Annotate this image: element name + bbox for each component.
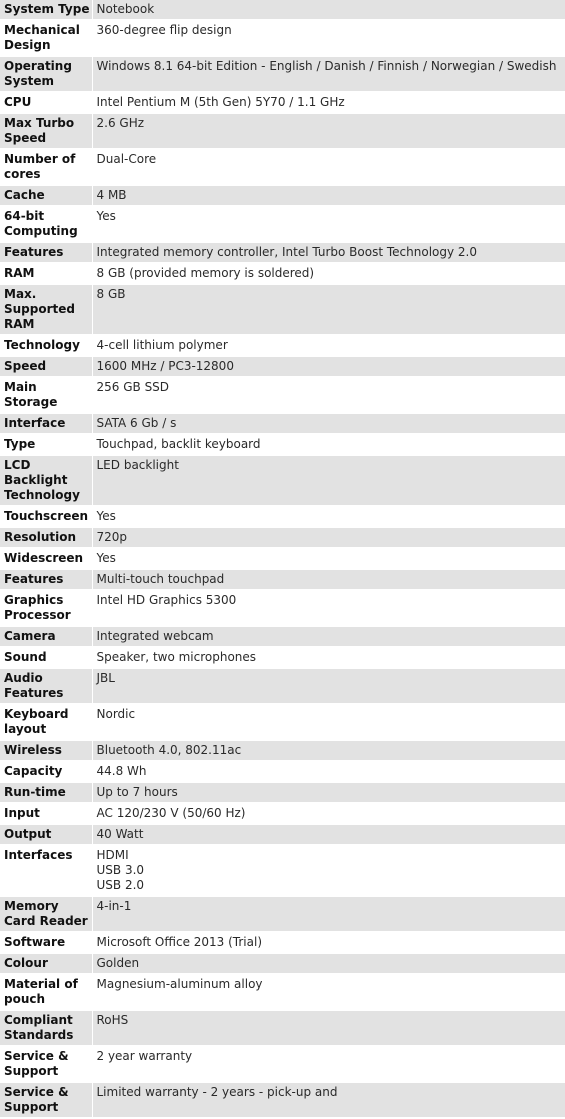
spec-value: Yes: [92, 506, 565, 527]
spec-value: 2 year warranty: [92, 1046, 565, 1082]
spec-label: System Type: [0, 0, 92, 20]
spec-row: [0, 113, 565, 149]
spec-value: Multi-touch touchpad: [92, 569, 565, 590]
spec-row: [0, 356, 565, 377]
spec-value: Touchpad, backlit keyboard: [92, 434, 565, 455]
spec-label: 64-bit Computing: [0, 206, 92, 242]
spec-label: Number of cores: [0, 149, 92, 185]
spec-label: Graphics Processor: [0, 590, 92, 626]
spec-row: [0, 1010, 565, 1046]
spec-label: Type: [0, 434, 92, 455]
spec-row: [0, 149, 565, 185]
spec-value: JBL: [92, 668, 565, 704]
spec-value: AC 120/230 V (50/60 Hz): [92, 803, 565, 824]
spec-row: [0, 242, 565, 263]
spec-row: [0, 434, 565, 455]
spec-label: Sound: [0, 647, 92, 668]
spec-row: [0, 782, 565, 803]
spec-value: HDMI USB 3.0 USB 2.0: [92, 845, 565, 896]
spec-label: Output: [0, 824, 92, 845]
spec-label: Operating System: [0, 56, 92, 92]
spec-value: 8 GB: [92, 284, 565, 335]
spec-value: Microsoft Office 2013 (Trial): [92, 932, 565, 953]
spec-row: [0, 92, 565, 113]
spec-label: Material of pouch: [0, 974, 92, 1010]
spec-value: 256 GB SSD: [92, 377, 565, 413]
spec-row: [0, 1082, 565, 1118]
spec-row: [0, 932, 565, 953]
spec-row: [0, 704, 565, 740]
spec-row: [0, 185, 565, 206]
spec-label: CPU: [0, 92, 92, 113]
spec-label: Memory Card Reader: [0, 896, 92, 932]
spec-value: LED backlight: [92, 455, 565, 506]
spec-row: [0, 506, 565, 527]
spec-value: 40 Watt: [92, 824, 565, 845]
spec-value: Integrated memory controller, Intel Turbo Boost Technology 2.0: [92, 242, 565, 263]
spec-label: Input: [0, 803, 92, 824]
spec-label: Features: [0, 569, 92, 590]
spec-value: Integrated webcam: [92, 626, 565, 647]
spec-label: Service & Support: [0, 1046, 92, 1082]
spec-row: [0, 896, 565, 932]
spec-row: [0, 740, 565, 761]
spec-row: [0, 953, 565, 974]
spec-label: Features: [0, 242, 92, 263]
spec-value: Dual-Core: [92, 149, 565, 185]
spec-label: RAM: [0, 263, 92, 284]
spec-value: 2.6 GHz: [92, 113, 565, 149]
spec-row: [0, 761, 565, 782]
spec-label: Resolution: [0, 527, 92, 548]
spec-row: [0, 377, 565, 413]
spec-label: Software: [0, 932, 92, 953]
spec-label: LCD Backlight Technology: [0, 455, 92, 506]
spec-label: Widescreen: [0, 548, 92, 569]
spec-value: Nordic: [92, 704, 565, 740]
spec-value: 4 MB: [92, 185, 565, 206]
spec-label: Service & Support: [0, 1082, 92, 1118]
spec-row: [0, 284, 565, 335]
spec-value: Magnesium-aluminum alloy: [92, 974, 565, 1010]
spec-label: Speed: [0, 356, 92, 377]
spec-label: Capacity: [0, 761, 92, 782]
spec-value: Limited warranty - 2 years - pick-up and: [92, 1082, 565, 1118]
spec-row: [0, 668, 565, 704]
spec-value: RoHS: [92, 1010, 565, 1046]
spec-row: [0, 0, 565, 20]
spec-row: [0, 335, 565, 356]
spec-value: 1600 MHz / PC3-12800: [92, 356, 565, 377]
spec-label: Colour: [0, 953, 92, 974]
spec-label: Technology: [0, 335, 92, 356]
spec-value: Yes: [92, 548, 565, 569]
spec-value: 4-cell lithium polymer: [92, 335, 565, 356]
spec-row: [0, 413, 565, 434]
spec-value: 44.8 Wh: [92, 761, 565, 782]
spec-value: 8 GB (provided memory is soldered): [92, 263, 565, 284]
spec-row: [0, 626, 565, 647]
spec-label: Touchscreen: [0, 506, 92, 527]
spec-row: [0, 974, 565, 1010]
spec-value: Bluetooth 4.0, 802.11ac: [92, 740, 565, 761]
spec-value: 720p: [92, 527, 565, 548]
spec-value: 360-degree flip design: [92, 20, 565, 56]
spec-label: Compliant Standards: [0, 1010, 92, 1046]
spec-label: Max. Supported RAM: [0, 284, 92, 335]
spec-row: [0, 647, 565, 668]
spec-row: [0, 590, 565, 626]
spec-label: Cache: [0, 185, 92, 206]
spec-label: Wireless: [0, 740, 92, 761]
spec-row: [0, 455, 565, 506]
spec-row: [0, 20, 565, 56]
spec-row: [0, 548, 565, 569]
spec-row: [0, 1046, 565, 1082]
spec-label: Keyboard layout: [0, 704, 92, 740]
spec-value: Yes: [92, 206, 565, 242]
spec-row: [0, 56, 565, 92]
spec-label: Max Turbo Speed: [0, 113, 92, 149]
spec-value: Notebook: [92, 0, 565, 20]
spec-value: Golden: [92, 953, 565, 974]
spec-label: Interface: [0, 413, 92, 434]
spec-label: Interfaces: [0, 845, 92, 896]
spec-value: 4-in-1: [92, 896, 565, 932]
spec-label: Mechanical Design: [0, 20, 92, 56]
spec-row: [0, 569, 565, 590]
spec-value: SATA 6 Gb / s: [92, 413, 565, 434]
spec-row: [0, 263, 565, 284]
spec-value: Up to 7 hours: [92, 782, 565, 803]
spec-row: [0, 824, 565, 845]
spec-value: Intel Pentium M (5th Gen) 5Y70 / 1.1 GHz: [92, 92, 565, 113]
spec-label: Main Storage: [0, 377, 92, 413]
spec-row: [0, 803, 565, 824]
spec-label: Audio Features: [0, 668, 92, 704]
spec-row: [0, 206, 565, 242]
spec-value: Speaker, two microphones: [92, 647, 565, 668]
spec-row: [0, 527, 565, 548]
spec-row: [0, 845, 565, 896]
spec-label: Run-time: [0, 782, 92, 803]
spec-value: Intel HD Graphics 5300: [92, 590, 565, 626]
spec-label: Camera: [0, 626, 92, 647]
spec-value: Windows 8.1 64-bit Edition - English / Danish / Finnish / Norwegian / Swedish: [92, 56, 565, 92]
